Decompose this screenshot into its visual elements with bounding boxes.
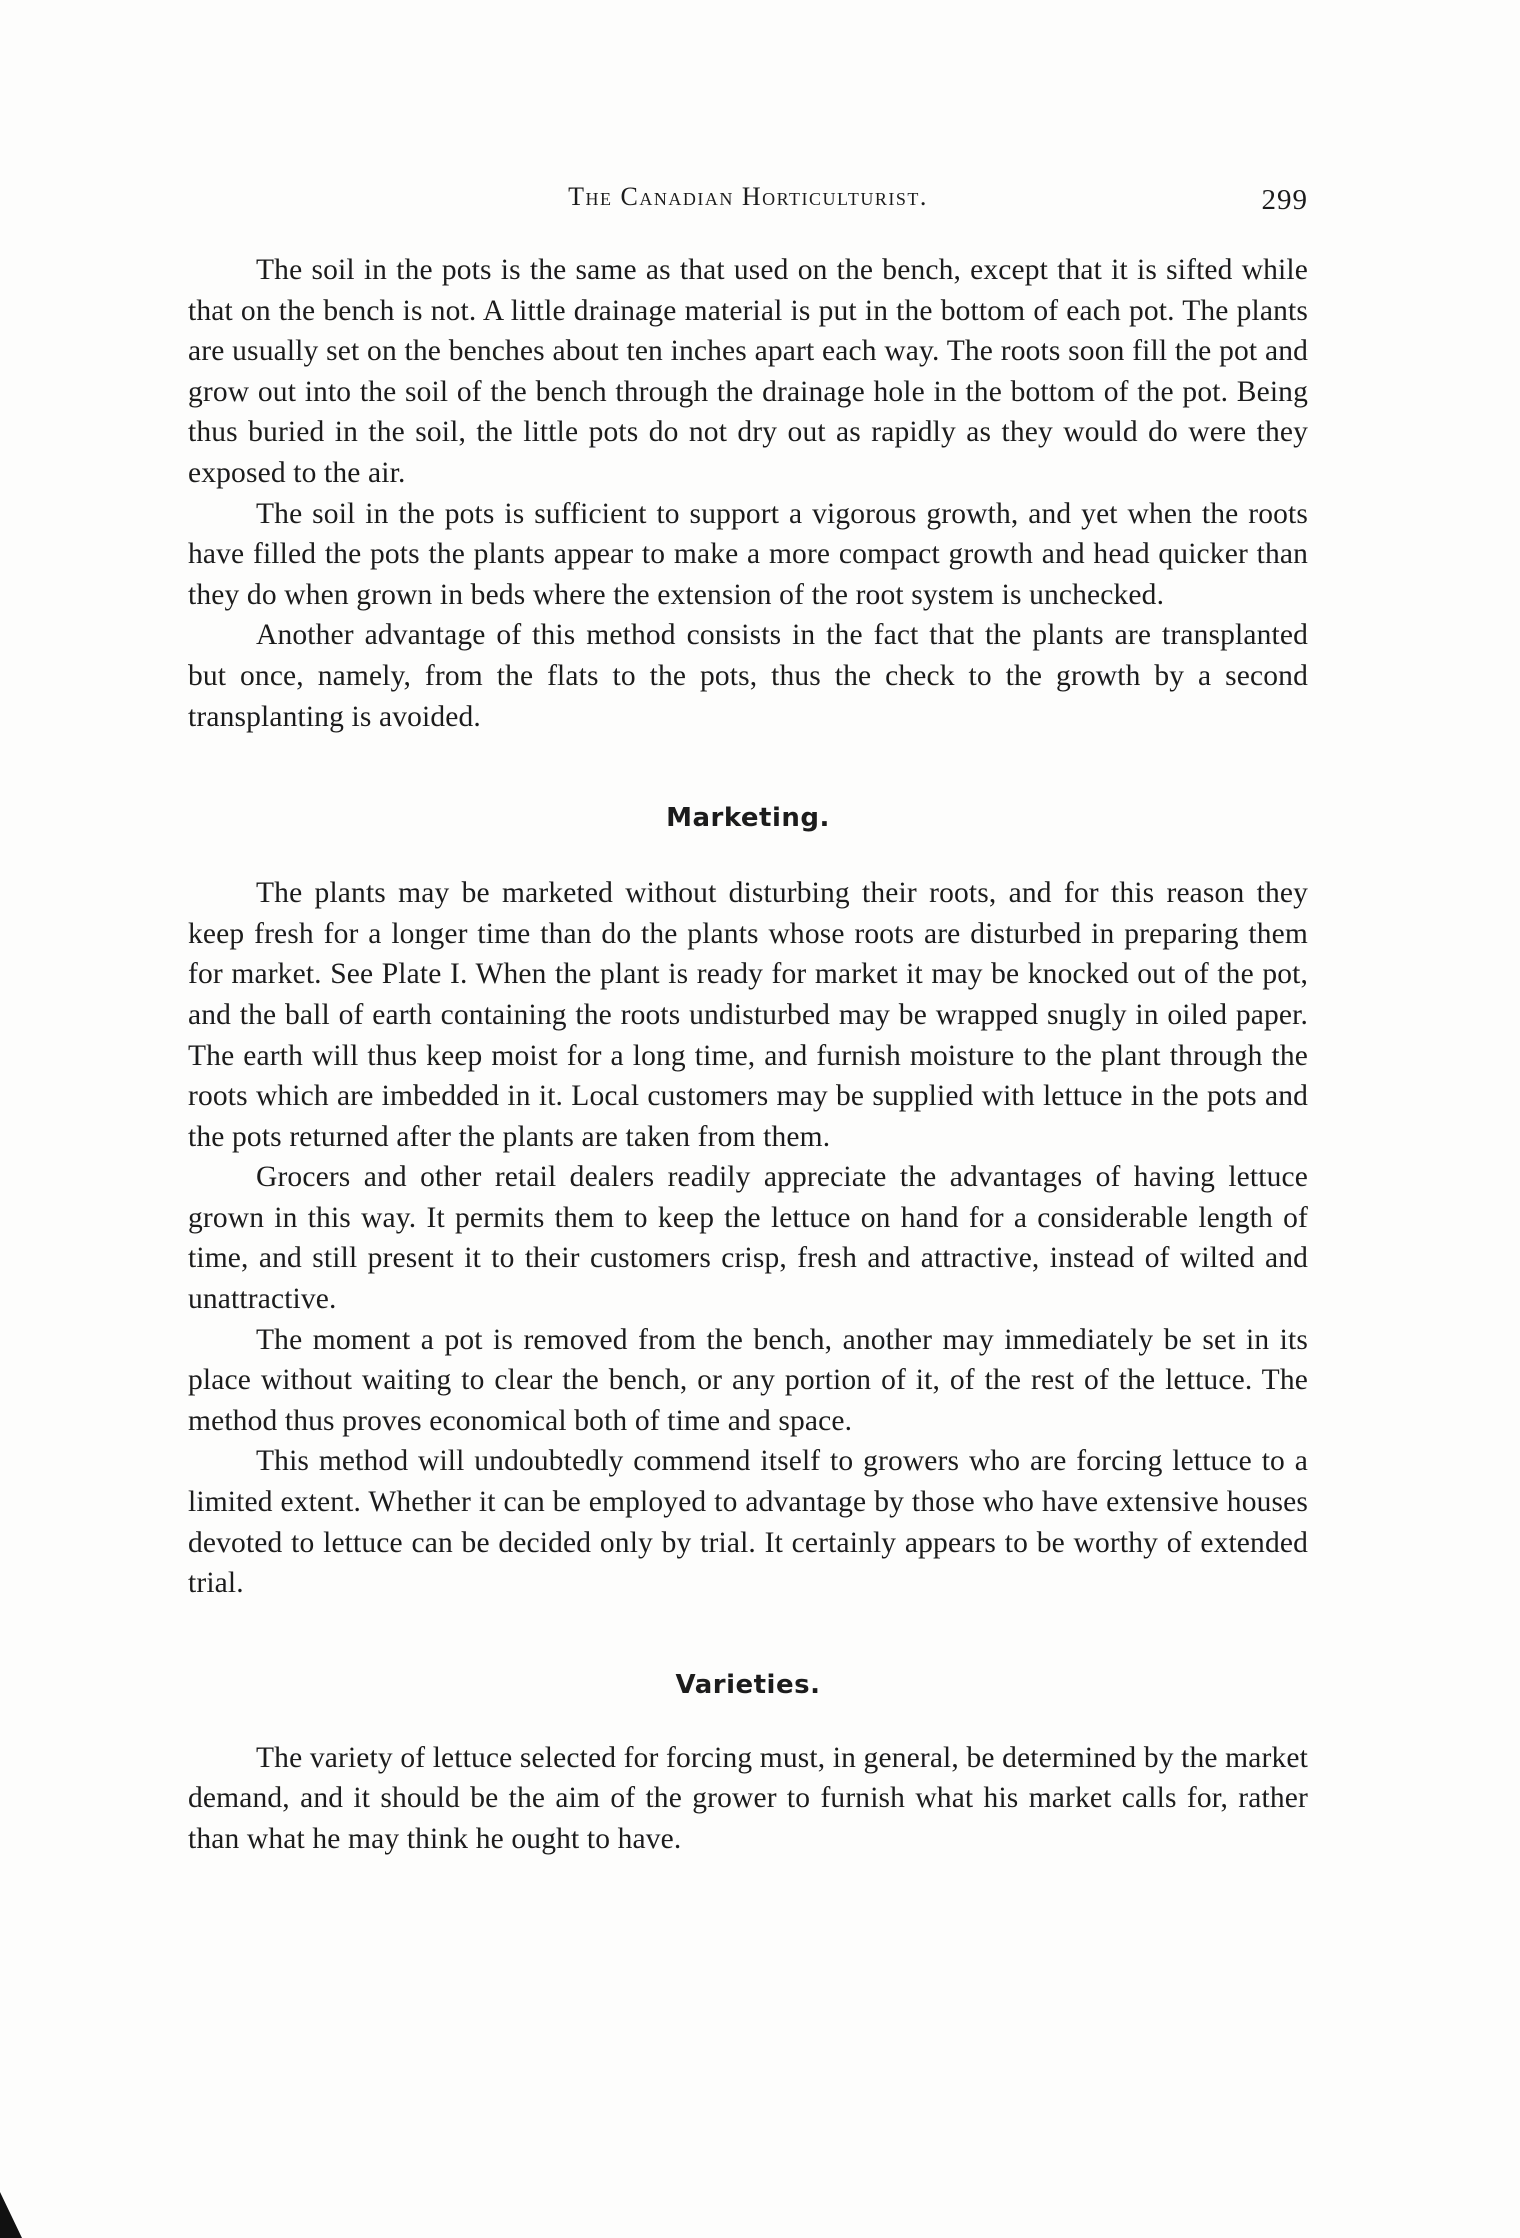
running-head — [188, 182, 1308, 222]
paragraph: The moment a pot is removed from the bench, another may immediately be set in its place without waiting to clear the bench, or any portion of it, of the rest of the lettuce. The method thus proves economical both of time and space. — [188, 1323, 1308, 1437]
paragraph: Grocers and other retail dealers readily appreciate the advantages of having lettuce grown in this way. It permits them to keep the lettuce on hand for a considerable length of time, and still present it to their customers crisp, fresh and attractive, instead of wilted and unattractive. — [188, 1161, 1308, 1316]
page-number: 299 — [1261, 184, 1308, 216]
paragraph: The soil in the pots is sufficient to support a vigorous growth, and yet when the roots have filled the pots the plants appear to make a more compact growth and head quicker than they do when grown in beds where the extension of the root system is unchecked. — [188, 497, 1308, 611]
scan-corner-mark — [0, 2192, 22, 2238]
paragraph: This method will undoubtedly commend itself to growers who are forcing lettuce to a limited extent. Whether it can be employed to advantage by those who have extensive houses devoted to lettuce can be decided only by trial. It certainly appears to be worthy of extended trial. — [188, 1445, 1308, 1600]
paragraph: Another advantage of this method consists in the fact that the plants are transplanted but once, namely, from the flats to the pots, thus the check to the growth by a second transplanting is avoided. — [188, 619, 1308, 733]
paragraph: The variety of lettuce selected for forcing must, in general, be determined by the market demand, and it should be the aim of the grower to furnish what his market calls for, rather than what he may think he ought to have. — [188, 1741, 1308, 1855]
body-text — [188, 250, 1308, 1860]
paragraph: The soil in the pots is the same as that used on the bench, except that it is sifted while that on the bench is not. A little drainage material is put in the bottom of each pot. The plants are usually set on the benches about ten inches apart each way. The roots soon fill the pot and grow out into the soil of the bench through the drainage hole in the bottom of the pot. Being thus buried in the soil, the little pots do not dry out as rapidly as they would do were they exposed to the air. — [188, 254, 1308, 489]
section-heading-varieties: Varieties. — [675, 1669, 821, 1700]
section-heading-marketing: Marketing. — [666, 803, 830, 834]
running-title: The Canadian Horticulturist. — [568, 182, 928, 211]
paragraph: The plants may be marketed without disturbing their roots, and for this reason they keep fresh for a longer time than do the plants whose roots are disturbed in preparing them for market. See Plate I. When the plant is ready for market it may be knocked out of the pot, and the ball of earth containing the roots undisturbed may be wrapped snugly in oiled paper. The earth will thus keep moist for a long time, and furnish moisture to the plant through the roots which are imbedded in it. Local customers may be supplied with lettuce in the pots and the pots returned after the plants are taken from them. — [188, 877, 1308, 1153]
